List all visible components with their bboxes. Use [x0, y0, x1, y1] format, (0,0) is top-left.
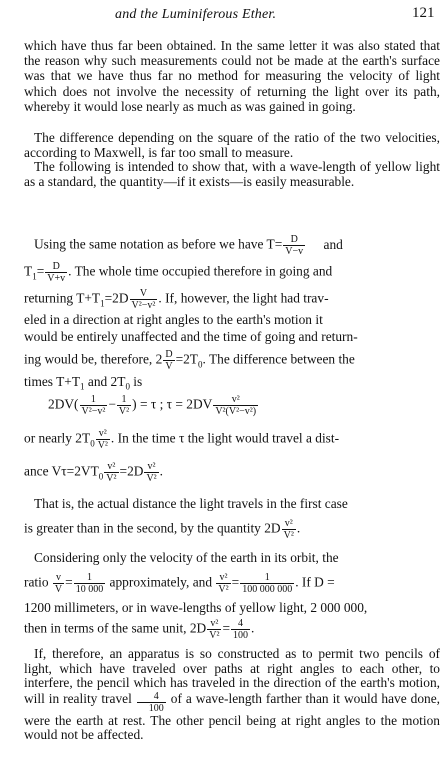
text-run: =2D — [104, 290, 129, 306]
numerator: v² — [282, 518, 296, 530]
paragraph-6 — [24, 647, 440, 743]
text-run: . The whole time occupied therefore in going and — [68, 263, 333, 279]
fraction — [130, 288, 158, 311]
text-run: of a — [170, 690, 192, 706]
numerator: 4 — [231, 618, 250, 630]
text-run: = — [65, 574, 73, 590]
numerator: D — [165, 349, 173, 360]
text-run: If, therefore, an apparatus is so constructed as to permit two pencils of light, which have traveled over paths at right angles to each other, to interfere, the pencil which has traveled in the direction of the earth's motion, will in reality travel — [24, 646, 440, 706]
fraction — [216, 572, 230, 595]
paragraph-text: which have thus far been obtained. In the same letter it was also stated that the reason why such measurements could not be made at the earth's surface was that we have thus far no method for measuring the velocity of light which does not involve the necessity of returning the light over its path, whereby it would lose nearly as much as was gained in going. — [24, 38, 440, 114]
denominator: V² — [283, 530, 294, 541]
math-line — [24, 618, 254, 641]
paragraph-3 — [24, 160, 440, 189]
denominator: V² — [106, 473, 117, 484]
denominator: V² — [97, 440, 108, 451]
fraction — [80, 394, 108, 417]
text-run: times T+T — [24, 374, 81, 389]
math-line: would be entirely unaffected and the time of going and return- — [24, 329, 358, 344]
text-run: =2D — [119, 463, 144, 479]
text-run: Using the same notation as before we have T= — [34, 236, 283, 252]
numerator: 1 — [74, 572, 106, 584]
math-line — [34, 234, 343, 257]
math-line — [24, 572, 335, 595]
text-run: . — [159, 463, 164, 479]
text-run: . In the time τ the light would travel a dist- — [110, 430, 340, 446]
fraction — [117, 394, 131, 417]
denominator: V² — [118, 406, 130, 417]
text-run: . The difference between the — [202, 351, 355, 367]
numerator: v² — [207, 618, 221, 630]
math-line — [24, 461, 163, 484]
numerator: v² — [213, 394, 258, 406]
fraction — [137, 691, 166, 714]
denominator: 100 — [148, 702, 164, 714]
numerator: v — [53, 572, 64, 584]
fraction — [144, 461, 158, 484]
denominator: V+v — [47, 273, 66, 284]
fraction — [207, 618, 221, 641]
page-number: 121 — [412, 5, 435, 21]
denominator: V²−v² — [131, 300, 156, 311]
text-run: and — [323, 236, 343, 252]
subscript: 0 — [198, 359, 203, 370]
subscript: 0 — [98, 471, 104, 482]
denominator: 100 — [233, 630, 249, 641]
paragraph-text: The difference depending on the square of the ratio of the two velocities, according to Maxwell, is far too small to measure. — [24, 130, 440, 160]
paragraph-2 — [24, 131, 440, 160]
fraction — [282, 518, 296, 541]
numerator: 1 — [80, 394, 108, 406]
text-run: returning T+T — [24, 290, 101, 306]
text-run: = — [36, 263, 45, 279]
text-run: ) = τ ; τ = 2DV — [132, 396, 213, 412]
denominator: V² — [146, 473, 157, 484]
fraction — [96, 428, 110, 451]
text-run: . — [251, 620, 255, 636]
subscript: 1 — [100, 298, 105, 309]
numerator: D — [45, 261, 67, 273]
denominator: V² — [209, 630, 220, 641]
fraction — [53, 572, 64, 595]
text-run: approximately, and — [106, 574, 216, 590]
numerator: v² — [104, 461, 118, 473]
fraction — [213, 394, 258, 417]
subscript: 0 — [90, 438, 95, 449]
text-run: or nearly 2T — [24, 430, 91, 446]
text-run: 2DV( — [48, 396, 79, 412]
denominator: V²(V²−v²) — [215, 406, 257, 417]
denominator: 10 000 — [75, 584, 104, 595]
text-run: ance Vτ=2VT — [24, 463, 99, 479]
numerator: 4 — [137, 691, 166, 703]
text-run: T — [24, 263, 33, 279]
math-line: Considering only the velocity of the earth in its orbit, the — [34, 550, 339, 565]
denominator: V² — [218, 584, 229, 595]
running-title: and the Luminiferous Ether. — [115, 7, 277, 22]
text-run: is — [129, 374, 143, 389]
displayed-equation — [48, 394, 259, 417]
math-line — [24, 374, 142, 392]
text-run: . — [296, 520, 301, 536]
fraction — [283, 234, 305, 257]
math-line — [24, 288, 329, 311]
subscript: 1 — [80, 381, 85, 392]
text-run: ing would be, therefore, 2 — [24, 351, 163, 367]
numerator: 1 — [117, 394, 131, 406]
math-line: 1200 millimeters, or in wave-lengths of yellow light, 2 000 000, — [24, 600, 368, 615]
math-line — [24, 261, 332, 284]
numerator: V — [130, 288, 158, 300]
paragraph-text: The following is intended to show that, with a wave-length of yellow light as a standard, the quantity—if it exists—is easily measurable. — [24, 159, 440, 189]
paragraph-1 — [24, 38, 440, 114]
text-run: ratio — [24, 574, 52, 590]
text-run: . If, however, the light had trav- — [158, 290, 329, 306]
text-run: and 2T — [84, 374, 126, 389]
fraction — [74, 572, 106, 595]
fraction — [231, 618, 250, 641]
fraction — [45, 261, 67, 284]
fraction — [240, 572, 294, 595]
text-run: =2T — [175, 351, 198, 367]
fraction — [163, 349, 174, 372]
text-run: . If D = — [295, 574, 335, 590]
math-line — [24, 518, 300, 541]
text-run: is greater than in the second, by the quantity 2D — [24, 520, 281, 536]
text-run: − — [108, 396, 116, 412]
paragraph-text — [24, 647, 440, 743]
math-line — [24, 428, 339, 451]
running-header — [0, 3, 448, 23]
numerator: D — [283, 234, 305, 246]
text-run: = — [222, 620, 231, 636]
numerator: v² — [216, 572, 230, 584]
denominator: V — [165, 361, 173, 372]
math-line: eled in a direction at right angles to the earth's motion it — [24, 312, 323, 327]
subscript: 0 — [125, 381, 130, 392]
numerator: v² — [144, 461, 158, 473]
denominator: 100 000 000 — [242, 584, 293, 595]
text-run: = — [231, 574, 240, 590]
text-run: then in terms of the same unit, 2D — [24, 620, 207, 636]
text-run: wave-length farther than it would have done, were the earth at rest. The other pencil being at right angles to the motion would not be affected. — [24, 690, 441, 742]
fraction — [104, 461, 118, 484]
denominator: V²−v² — [81, 406, 106, 417]
denominator: V — [54, 584, 63, 595]
denominator: V−v — [285, 246, 304, 257]
math-line: That is, the actual distance the light travels in the first case — [34, 496, 348, 511]
numerator: v² — [96, 428, 110, 440]
numerator: 1 — [240, 572, 294, 584]
subscript: 1 — [32, 271, 37, 282]
math-line — [24, 349, 355, 372]
